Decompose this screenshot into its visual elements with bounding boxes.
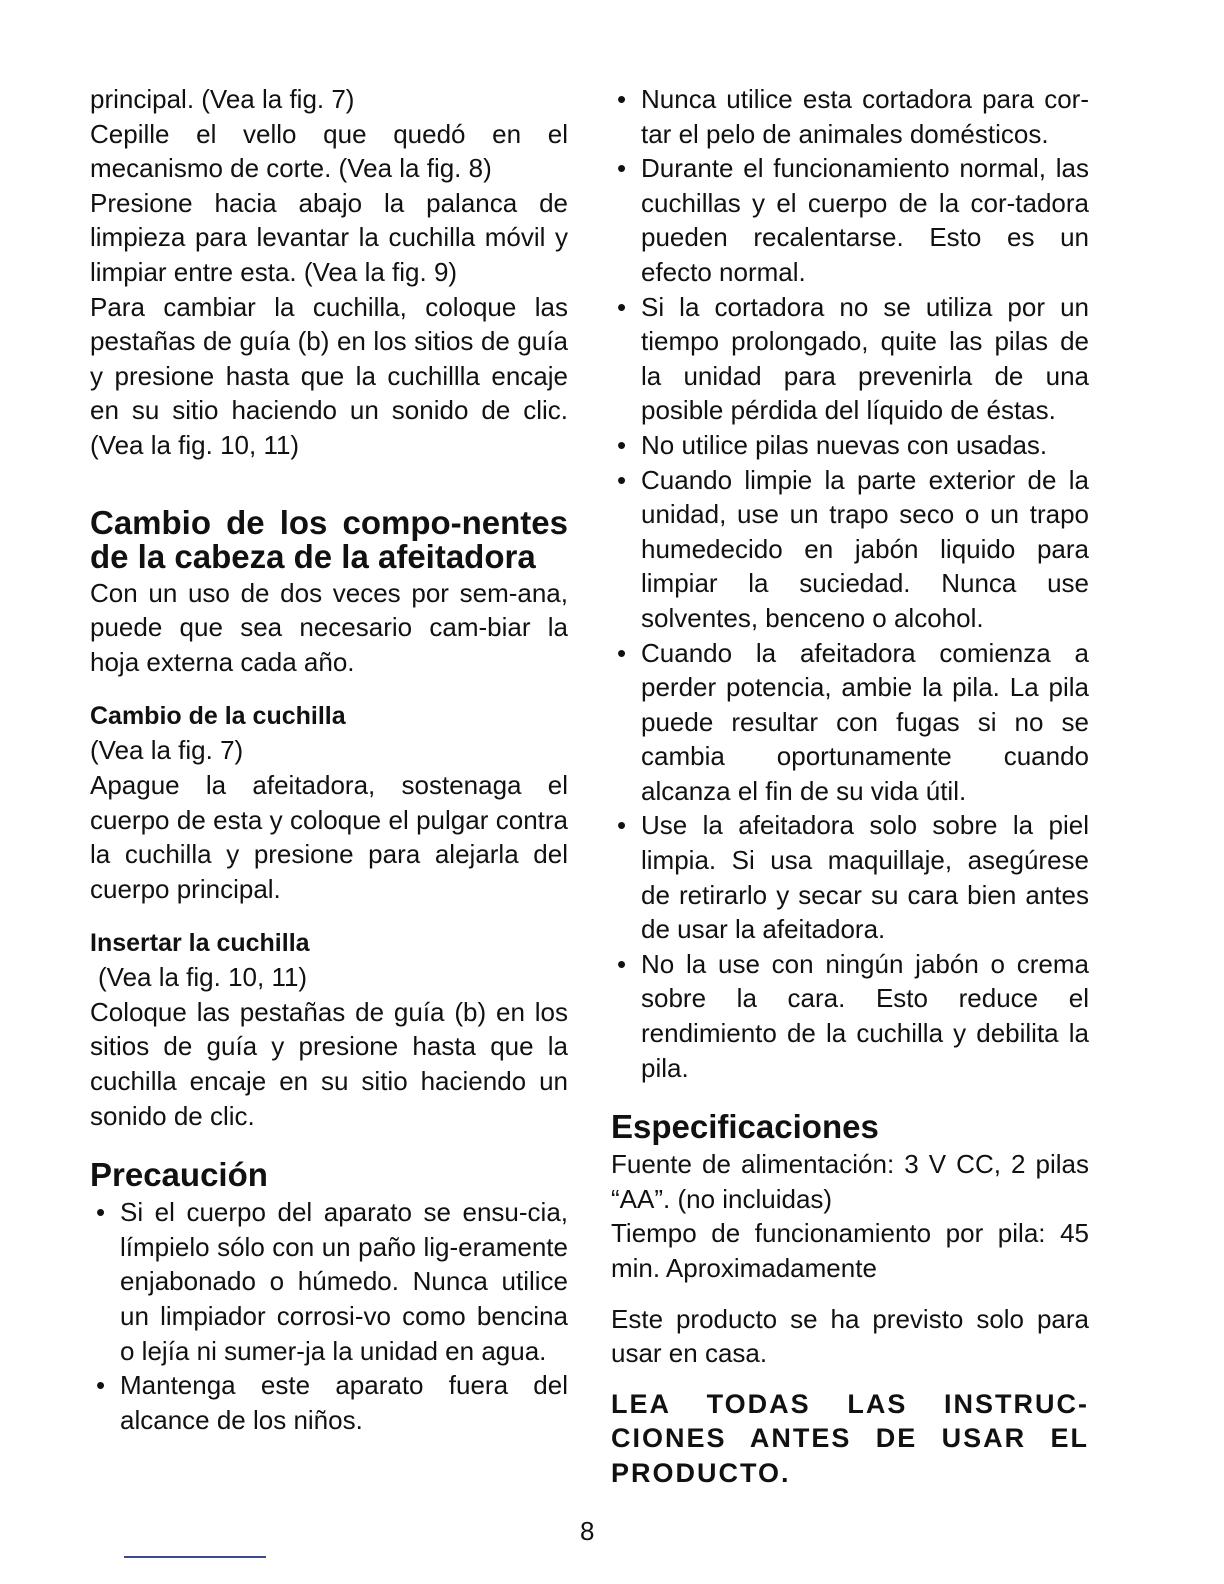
caution-item-text: Durante el funcionamiento normal, las cuchillas y el cuerpo de la cor-tadora pueden recalentarse. Esto es un efecto normal.: [641, 153, 1089, 287]
caution-item: [611, 290, 1089, 428]
section-title-caution: Precaución: [90, 1156, 268, 1194]
caution-item: [611, 947, 1089, 1085]
spacer: [90, 463, 568, 506]
bullet-icon: •: [617, 429, 627, 460]
spec-runtime: Tiempo de funcionamiento por pila: 45 min. Aproximadamente: [611, 1218, 1089, 1283]
spacer: [90, 1133, 568, 1155]
caution-item: [90, 1368, 568, 1437]
caution-item: [90, 1195, 568, 1368]
caution-item: [611, 808, 1089, 946]
caution-item-text: No la use con ningún jabón o crema sobre la cara. Esto reduce el rendimiento de la cuchilla y debilita la pila.: [641, 948, 1089, 1083]
caution-item: [611, 636, 1089, 809]
bullet-icon: •: [617, 810, 627, 841]
intro-line-2: Cepille el vello que quedó en el mecanismo de corte. (Vea la fig. 8): [90, 118, 568, 184]
caution-item-text: Cuando limpie la parte exterior de la unidad, use un trapo seco o un trapo humedecido en jabón liquido para limpiar la suciedad. Nunca use solventes, benceno o alcohol.: [641, 464, 1089, 633]
caution-item-text: Mantenga este aparato fuera del alcance de los niños.: [120, 1370, 568, 1435]
right-column: [611, 82, 1089, 1491]
caution-item-text: Cuando la afeitadora comienza a perder potencia, ambie la pila. La pila puede resultar con fugas si no se cambia oportunamente cuando alcanza el fin de su vida útil.: [641, 637, 1089, 806]
subsection-title-blade-change: Cambio de la cuchilla: [90, 702, 346, 731]
caution-list-right: [611, 82, 1089, 1085]
spacer: [90, 906, 568, 926]
caution-item-text: Si la cortadora no se utiliza por un tiempo prolongado, quite las pilas de la unidad para prevenirla de una posible pérdida del líquido de éstas.: [641, 291, 1089, 426]
page-number: 8: [580, 1516, 595, 1546]
bullet-icon: •: [617, 637, 627, 668]
bullet-icon: •: [617, 948, 627, 979]
subsection-body-blade-insert: Coloque las pestañas de guía (b) en los sitios de guía y presione hasta que la cuchilla encaje en su sitio haciendo un sonido de clic.: [90, 996, 568, 1131]
spacer: [611, 1085, 1089, 1107]
spec-home-use: Este producto se ha previsto solo para usar en casa.: [611, 1303, 1089, 1369]
bullet-icon: •: [617, 153, 627, 184]
subsection-ref-blade-insert: (Vea la fig. 10, 11): [98, 962, 308, 993]
spacer: [611, 1371, 1089, 1387]
section-title-specs: Especificaciones: [611, 1108, 879, 1146]
subsection-body-blade-change: Apague la afeitadora, sostenaga el cuerpo de esta y coloque el pulgar contra la cuchilla y presione para alejarla del cuerpo principal.: [90, 769, 568, 904]
section-body-replace-components: Con un uso de dos veces por sem-ana, puede que sea necesario cam-biar la hoja externa cada año.: [90, 577, 568, 677]
caution-item: [611, 428, 1089, 463]
subsection-title-blade-insert: Insertar la cuchilla: [90, 929, 310, 958]
caution-item: [611, 151, 1089, 289]
read-instructions-warning: LEA TODAS LAS INSTRUC-CIONES ANTES DE USAR EL PRODUCTO.: [611, 1388, 1089, 1488]
bullet-icon: •: [617, 84, 627, 114]
caution-item: [611, 463, 1089, 636]
spacer: [611, 1286, 1089, 1302]
caution-item-text: Si el cuerpo del aparato se ensu-cia, límpielo sólo con un paño lig-eramente enjabonado o húmedo. Nunca utilice un limpiador corrosi-vo como bencina o lejía ni sumer-ja la unidad en agua.: [120, 1197, 568, 1366]
caution-item-text: Use la afeitadora solo sobre la piel limpia. Si usa maquillaje, asegúrese de retirarlo y secar su cara bien antes de usar la afeitadora.: [641, 810, 1089, 945]
bullet-icon: •: [96, 1197, 106, 1228]
intro-line-3: Presione hacia abajo la palanca de limpieza para levantar la cuchilla móvil y limpiar entre esta. (Vea la fig. 9): [90, 187, 568, 287]
bullet-icon: •: [617, 464, 627, 495]
bullet-icon: •: [96, 1370, 106, 1401]
bullet-icon: •: [617, 291, 627, 322]
intro-line-1: principal. (Vea la fig. 7): [90, 84, 355, 114]
caution-item-text: Nunca utilice esta cortadora para cor-tar el pelo de animales domésticos.: [641, 84, 1089, 149]
subsection-ref-blade-change: (Vea la fig. 7): [90, 735, 244, 766]
caution-item: [611, 82, 1089, 151]
caution-item-text: No utilice pilas nuevas con usadas.: [641, 429, 1048, 460]
spec-power: Fuente de alimentación: 3 V CC, 2 pilas “AA”. (no incluidas): [611, 1149, 1089, 1214]
section-title-replace-components: Cambio de los compo-nentes de la cabeza de la afeitadora: [90, 503, 568, 575]
spacer: [90, 679, 568, 699]
caution-list-left: [90, 1195, 568, 1437]
left-column: [90, 82, 568, 1437]
footer-rule: [124, 1556, 266, 1558]
intro-line-4: Para cambiar la cuchilla, coloque las pestañas de guía (b) en los sitios de guía y presione hasta que la cuchillla encaje en su sitio haciendo un sonido de clic. (Vea la fig. 10, 11): [90, 291, 568, 460]
